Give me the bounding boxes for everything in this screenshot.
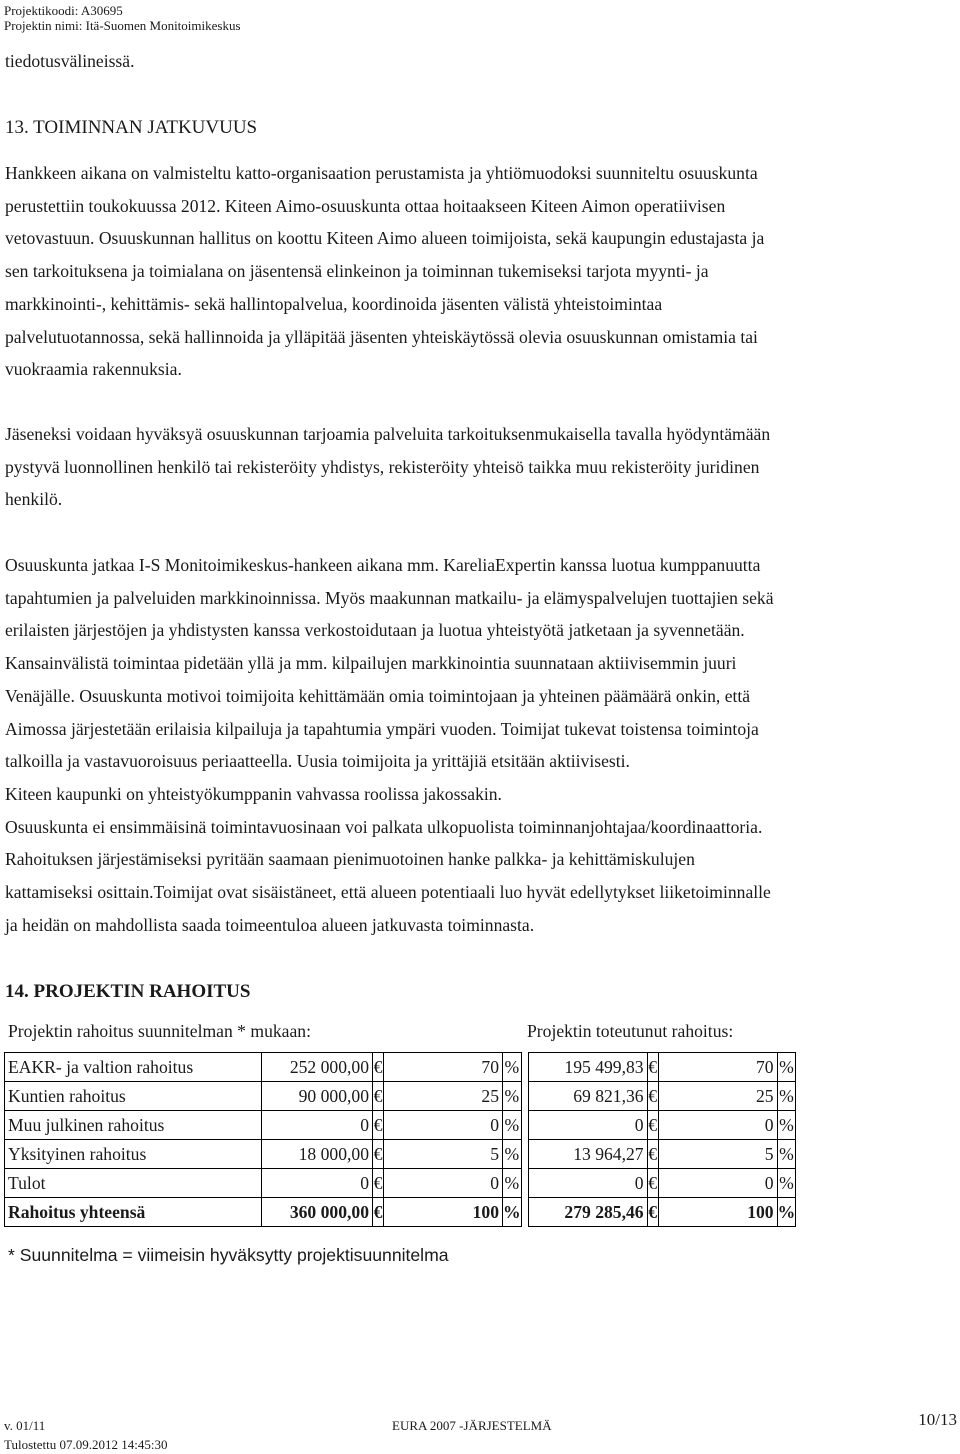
planned-percent-sign: % bbox=[503, 1140, 522, 1169]
actual-amount: 13 964,27 bbox=[528, 1140, 647, 1169]
funding-table bbox=[4, 1052, 796, 1227]
planned-funding-label: Projektin rahoitus suunnitelman * mukaan: bbox=[8, 1021, 311, 1041]
planned-percent: 5 bbox=[384, 1140, 503, 1169]
actual-percent-sign: % bbox=[777, 1082, 796, 1111]
planned-percent: 70 bbox=[384, 1053, 503, 1082]
funding-total-row bbox=[5, 1198, 796, 1227]
planned-amount: 360 000,00 bbox=[262, 1198, 373, 1227]
column-gap bbox=[521, 1111, 528, 1140]
funding-row bbox=[5, 1169, 796, 1198]
planned-percent: 0 bbox=[384, 1111, 503, 1140]
section-13-paragraph-2: Jäseneksi voidaan hyväksyä osuuskunnan tarjoamia palveluita tarkoituksenmukaisella tavalla hyödyntämään pystyvä luonnollinen henkilö tai rekisteröity yhdistys, rekisteröity yhteisö taikka muu rekisteröity juridinen henkilö. bbox=[5, 424, 771, 510]
planned-percent-sign: % bbox=[503, 1111, 522, 1140]
project-name: Projektin nimi: Itä-Suomen Monitoimikeskus bbox=[4, 18, 241, 33]
funding-row bbox=[5, 1082, 796, 1111]
planned-percent: 0 bbox=[384, 1169, 503, 1198]
actual-amount: 69 821,36 bbox=[528, 1082, 647, 1111]
actual-percent-sign: % bbox=[777, 1198, 796, 1227]
funding-row bbox=[5, 1140, 796, 1169]
row-label: Tulot bbox=[5, 1169, 262, 1198]
actual-percent: 0 bbox=[658, 1169, 777, 1198]
planned-percent: 25 bbox=[384, 1082, 503, 1111]
column-gap bbox=[521, 1169, 528, 1198]
actual-amount: 0 bbox=[528, 1169, 647, 1198]
section-13-title: 13. TOIMINNAN JATKUVUUS bbox=[5, 117, 258, 138]
actual-funding-label: Projektin toteutunut rahoitus: bbox=[527, 1021, 734, 1041]
planned-currency: € bbox=[373, 1082, 384, 1111]
actual-percent-sign: % bbox=[777, 1169, 796, 1198]
planned-percent-sign: % bbox=[503, 1198, 522, 1227]
planned-amount: 0 bbox=[262, 1111, 373, 1140]
footer-system: EURA 2007 -JÄRJESTELMÄ bbox=[392, 1418, 552, 1433]
footer-version: v. 01/11 bbox=[4, 1418, 46, 1433]
planned-amount: 18 000,00 bbox=[262, 1140, 373, 1169]
planned-amount: 252 000,00 bbox=[262, 1053, 373, 1082]
section-14-title: 14. PROJEKTIN RAHOITUS bbox=[5, 981, 251, 1002]
planned-percent-sign: % bbox=[503, 1082, 522, 1111]
actual-currency: € bbox=[647, 1053, 658, 1082]
planned-currency: € bbox=[373, 1111, 384, 1140]
actual-percent: 5 bbox=[658, 1140, 777, 1169]
intro-line: tiedotusvälineissä. bbox=[5, 51, 135, 71]
planned-percent-sign: % bbox=[503, 1053, 522, 1082]
section-13-paragraph-3: Osuuskunta jatkaa I-S Monitoimikeskus-hankeen aikana mm. KareliaExpertin kanssa luotua kumppanuutta tapahtumien ja palveluiden markkinoinnissa. Myös maakunnan matkailu- ja elämyspalvelujen tuottajien sekä erilaisten järjestöjen ja yhdistysten kanssa verkostoidutaan ja luotua yhteistyötä jatketaan ja syvennetään. Kansainvälistä toimintaa pidetään yllä ja mm. kilpailujen markkinointia suunnataan aktiivisemmin juuri Venäjälle. Osuuskunta motivoi toimijoita kehittämään omia toimintojaan ja yhteinen päämäärä onkin, että Aimossa järjestetään erilaisia kilpailuja ja tapahtumia ympäri vuoden. Toimijat tukevat toistensa toimintoja talkoilla ja vastavuoroisuus periaatteella. Uusia toimijoita ja yrittäjiä etsitään aktiivisesti. Kiteen kaupunki on yhteistyökumppanin vahvassa roolissa jakossakin. Osuuskunta ei ensimmäisinä toimintavuosinaan voi palkata ulkopuolista toiminnanjohtajaa/koordinaattoria. Rahoituksen järjestämiseksi pyritään saamaan pienimuotoinen hanke palkka- ja kehittämiskulujen kattamiseksi osittain.Toimijat ovat sisäistäneet, että alueen potentiaali luo hyvät edellytykset liiketoiminnalle ja heidän on mahdollista saada toimeentuloa alueen jatkuvasta toiminnasta. bbox=[5, 555, 774, 935]
planned-currency: € bbox=[373, 1198, 384, 1227]
footer-printed: Tulostettu 07.09.2012 14:45:30 bbox=[4, 1437, 168, 1452]
column-gap bbox=[521, 1053, 528, 1082]
planned-currency: € bbox=[373, 1053, 384, 1082]
actual-percent-sign: % bbox=[777, 1111, 796, 1140]
actual-percent: 70 bbox=[658, 1053, 777, 1082]
planned-currency: € bbox=[373, 1140, 384, 1169]
footer-page-number: 10/13 bbox=[918, 1410, 957, 1429]
planned-percent-sign: % bbox=[503, 1169, 522, 1198]
planned-amount: 90 000,00 bbox=[262, 1082, 373, 1111]
actual-currency: € bbox=[647, 1111, 658, 1140]
planned-amount: 0 bbox=[262, 1169, 373, 1198]
section-13-paragraph-1: Hankkeen aikana on valmisteltu katto-organisaation perustamista ja yhtiömuodoksi suunniteltu osuuskunta perustettiin toukokuussa 2012. Kiteen Aimo-osuuskunta ottaa hoitaakseen Kiteen Aimon operatiivisen vetovastuun. Osuuskunnan hallitus on koottu Kiteen Aimo alueen toimijoista, sekä kaupungin edustajasta ja sen tarkoituksena ja toimialana on jäsentensä elinkeinon ja toiminnan tukemiseksi tarjota myynti- ja markkinointi-, kehittämis- sekä hallintopalvelua, koordinoida jäsenten välistä yhteistoimintaa palvelutuotannossa, sekä hallinnoida ja ylläpitää jäsenten yhteiskäytössä olevia osuuskunnan omistamia tai vuokraamia rakennuksia. bbox=[5, 163, 765, 380]
actual-percent: 0 bbox=[658, 1111, 777, 1140]
funding-row bbox=[5, 1053, 796, 1082]
actual-currency: € bbox=[647, 1198, 658, 1227]
actual-amount: 279 285,46 bbox=[528, 1198, 647, 1227]
actual-currency: € bbox=[647, 1169, 658, 1198]
actual-currency: € bbox=[647, 1082, 658, 1111]
column-gap bbox=[521, 1198, 528, 1227]
actual-percent-sign: % bbox=[777, 1140, 796, 1169]
row-label: Rahoitus yhteensä bbox=[5, 1198, 262, 1227]
row-label: EAKR- ja valtion rahoitus bbox=[5, 1053, 262, 1082]
actual-currency: € bbox=[647, 1140, 658, 1169]
column-gap bbox=[521, 1140, 528, 1169]
planned-percent: 100 bbox=[384, 1198, 503, 1227]
actual-amount: 195 499,83 bbox=[528, 1053, 647, 1082]
footnote: * Suunnitelma = viimeisin hyväksytty projektisuunnitelma bbox=[8, 1245, 449, 1265]
actual-amount: 0 bbox=[528, 1111, 647, 1140]
row-label: Muu julkinen rahoitus bbox=[5, 1111, 262, 1140]
column-gap bbox=[521, 1082, 528, 1111]
actual-percent: 25 bbox=[658, 1082, 777, 1111]
row-label: Kuntien rahoitus bbox=[5, 1082, 262, 1111]
project-code: Projektikoodi: A30695 bbox=[4, 3, 123, 18]
funding-row bbox=[5, 1111, 796, 1140]
planned-currency: € bbox=[373, 1169, 384, 1198]
row-label: Yksityinen rahoitus bbox=[5, 1140, 262, 1169]
actual-percent-sign: % bbox=[777, 1053, 796, 1082]
actual-percent: 100 bbox=[658, 1198, 777, 1227]
